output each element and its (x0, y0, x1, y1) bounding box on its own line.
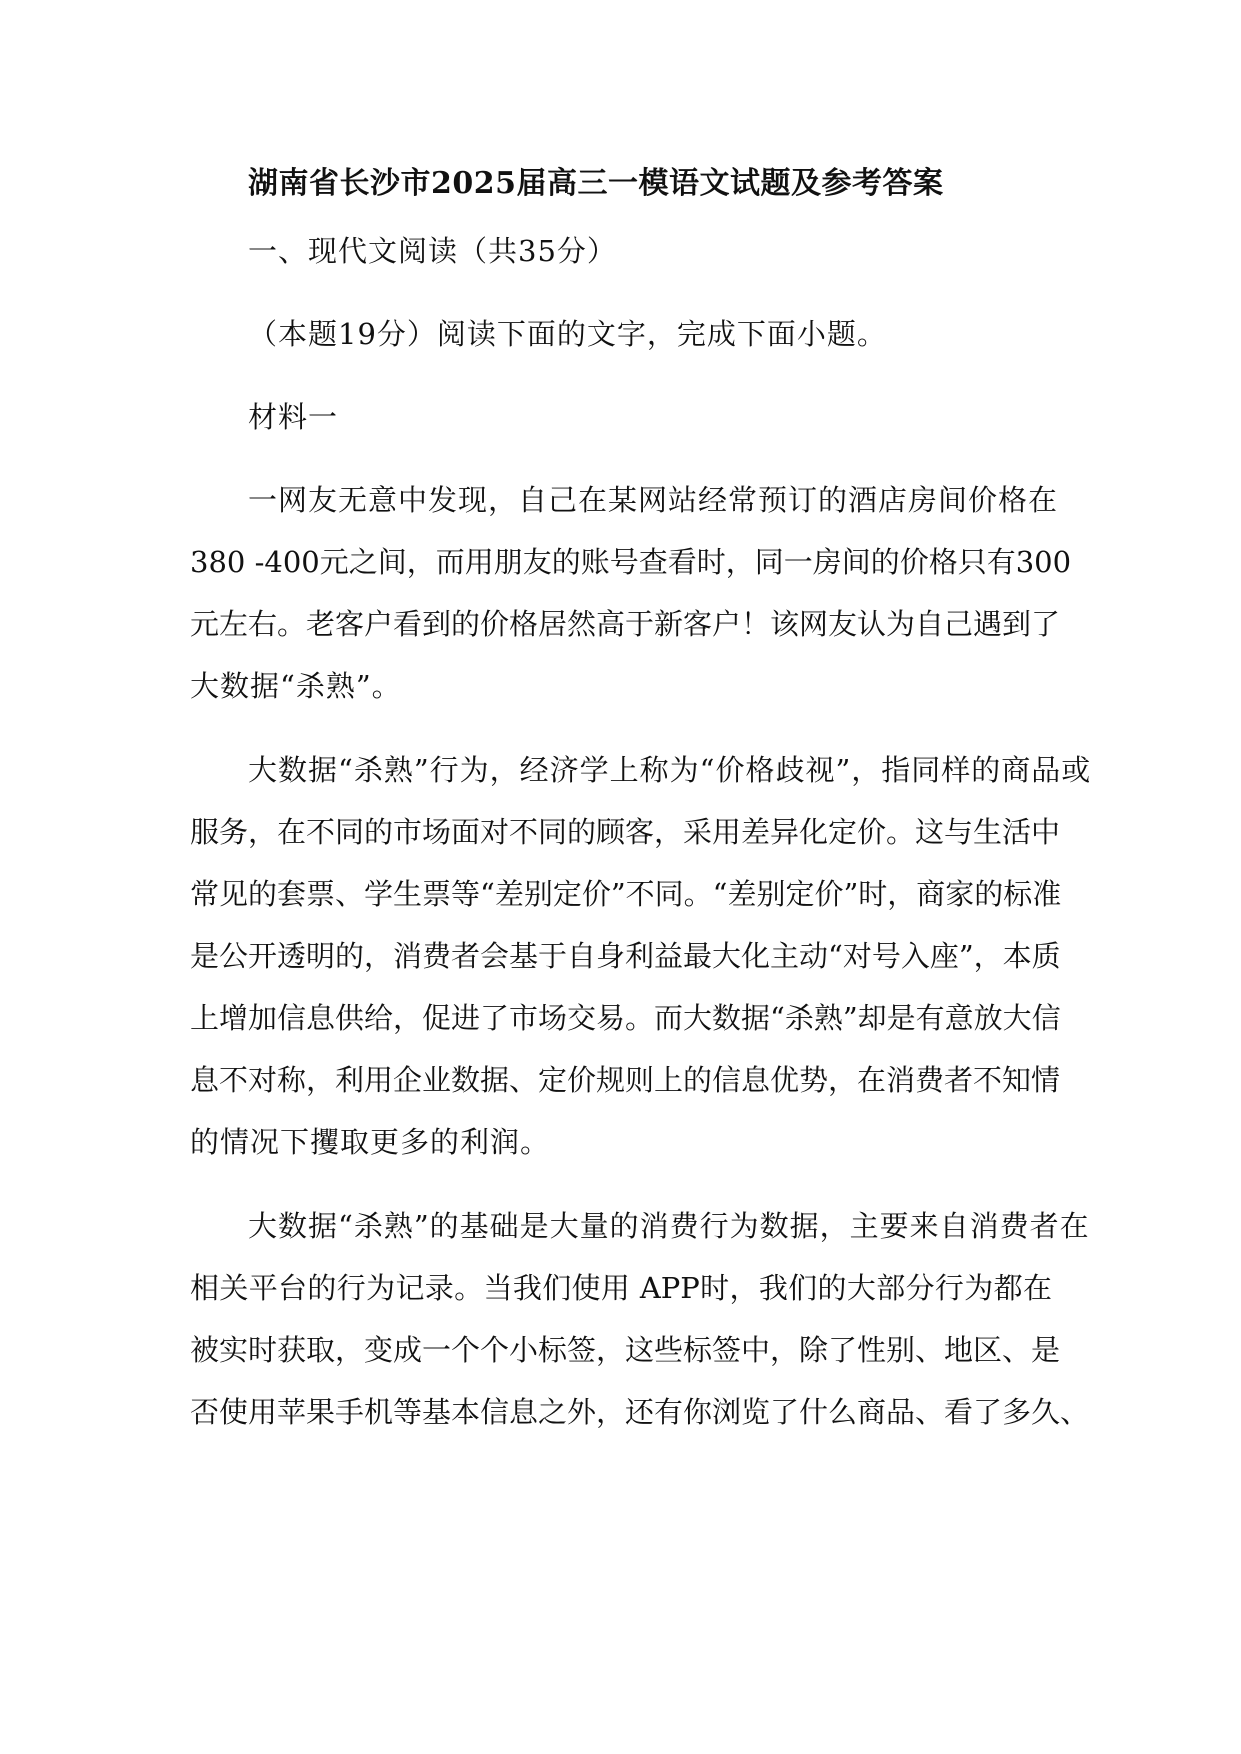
paragraph-line: 380 -400元之间，而用朋友的账号查看时，同一房间的价格只有300 (190, 545, 1072, 579)
paragraph-line: 一网友无意中发现，自己在某网站经常预订的酒店房间价格在 (248, 483, 1059, 517)
paragraph-line: 相关平台的行为记录。当我们使用 APP时，我们的大部分行为都在 (190, 1271, 1052, 1305)
paragraph-line: 被实时获取，变成一个个小标签，这些标签中，除了性别、地区、是 (190, 1333, 1061, 1367)
paragraph-line: 是公开透明的，消费者会基于自身利益最大化主动“对号入座”，本质 (190, 939, 1061, 973)
paragraph-line: 元左右。老客户看到的价格居然高于新客户！该网友认为自己遇到了 (190, 607, 1061, 641)
paragraph-line: 常见的套票、学生票等“差别定价”不同。“差别定价”时，商家的标准 (190, 877, 1062, 911)
paragraph-line: 的情况下攫取更多的利润。 (190, 1125, 551, 1159)
question-intro: （本题19分）阅读下面的文字，完成下面小题。 (248, 317, 887, 351)
paragraph-line: 大数据“杀熟”。 (190, 669, 402, 703)
paragraph-line: 否使用苹果手机等基本信息之外，还有你浏览了什么商品、看了多久、 (190, 1395, 1090, 1429)
document-title: 湖南省长沙市2025届高三一模语文试题及参考答案 (248, 166, 944, 201)
paragraph-line: 服务，在不同的市场面对不同的顾客，采用差异化定价。这与生活中 (190, 815, 1061, 849)
material-label: 材料一 (248, 400, 339, 434)
paragraph-line: 上增加信息供给，促进了市场交易。而大数据“杀熟”却是有意放大信 (190, 1001, 1061, 1035)
paragraph-line: 大数据“杀熟”的基础是大量的消费行为数据，主要来自消费者在 (248, 1209, 1090, 1243)
section-heading: 一、现代文阅读（共35分） (248, 234, 617, 268)
paragraph-line: 息不对称，利用企业数据、定价规则上的信息优势，在消费者不知情 (190, 1063, 1061, 1097)
paragraph-line: 大数据“杀熟”行为，经济学上称为“价格歧视”，指同样的商品或 (248, 753, 1092, 787)
